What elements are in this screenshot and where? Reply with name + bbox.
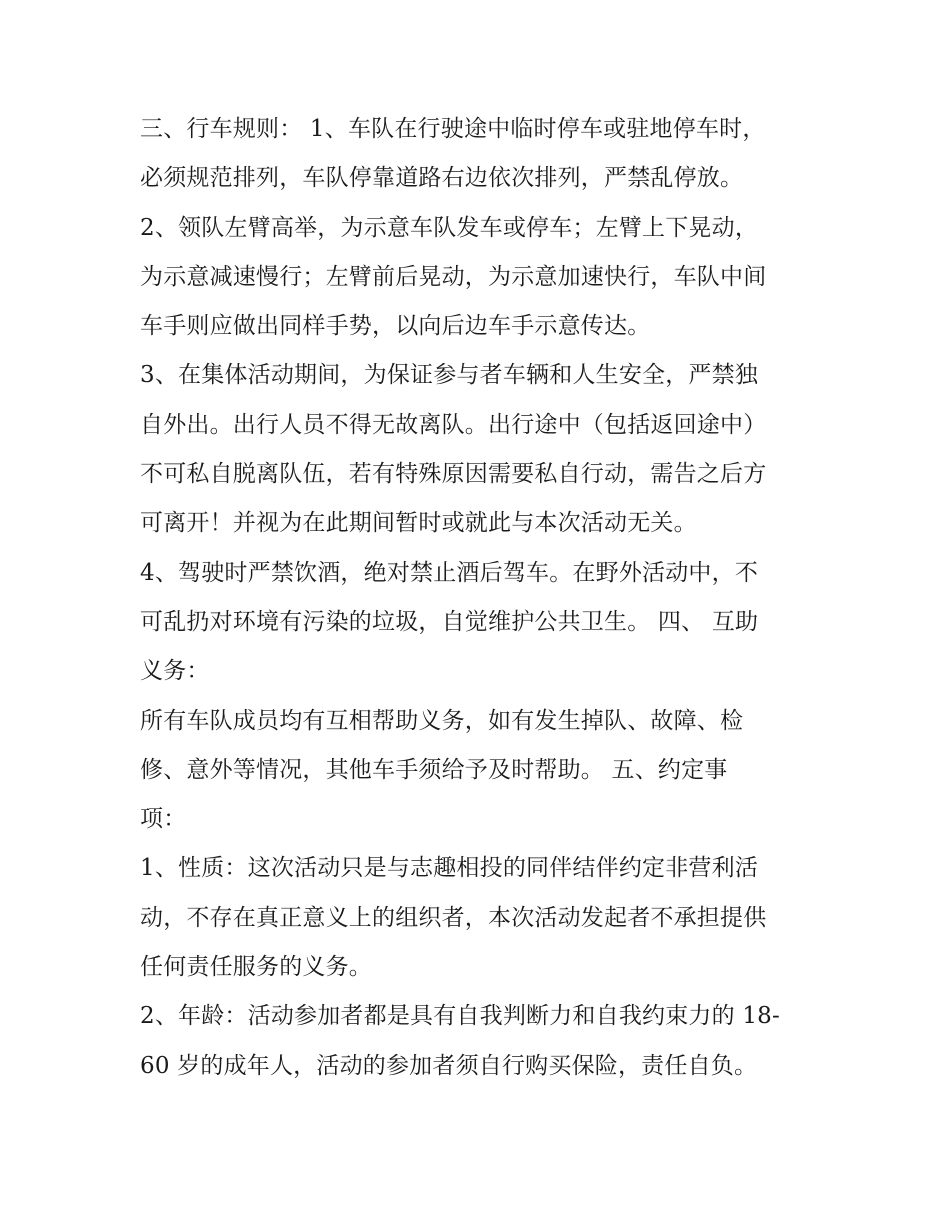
text-line: 不可私自脱离队伍，若有特殊原因需要私自行动，需告之后方 [140, 461, 767, 488]
text-line: 可乱扔对环境有污染的垃圾，自觉维护公共卫生。 四、 互助 [140, 608, 759, 635]
text-line: 2、年龄：活动参加者都是具有自我判断力和自我约束力的 18- [140, 1003, 780, 1030]
text-line: 车手则应做出同样手势，以向后边车手示意传达。 [140, 313, 651, 340]
document-body [140, 105, 820, 1091]
text-line: 4、驾驶时严禁饮酒，绝对禁止酒后驾车。在野外活动中，不 [140, 559, 759, 586]
text-line: 动，不存在真正意义上的组织者，本次活动发起者不承担提供 [140, 904, 767, 931]
text-line: 修、意外等情况，其他车手须给予及时帮助。 五、约定事 [140, 756, 728, 783]
text-line: 项： [140, 806, 187, 833]
text-line: 自外出。出行人员不得无故离队。出行途中（包括返回途中） [140, 411, 767, 438]
text-line: 为示意减速慢行；左臂前后晃动，为示意加速快行，车队中间 [140, 263, 767, 290]
text-line: 义务： [140, 658, 210, 685]
text-line: 三、行车规则： 1、车队在行驶途中临时停车或驻地停车时， [140, 116, 766, 142]
text-line: 3、在集体活动期间，为保证参与者车辆和人生安全，严禁独 [140, 362, 759, 389]
text-line: 1、性质：这次活动只是与志趣相投的同伴结伴约定非营利活 [140, 855, 759, 882]
text-line: 任何责任服务的义务。 [140, 954, 372, 981]
text-line: 60 岁的成年人，活动的参加者须自行购买保险，责任自负。 [140, 1052, 758, 1079]
text-line: 2、领队左臂高举，为示意车队发车或停车；左臂上下晃动， [140, 214, 759, 241]
text-line: 可离开！并视为在此期间暂时或就此与本次活动无关。 [140, 510, 697, 537]
text-line: 必须规范排列，车队停靠道路右边依次排列，严禁乱停放。 [140, 165, 744, 192]
text-line: 所有车队成员均有互相帮助义务，如有发生掉队、故障、检 [140, 707, 744, 734]
